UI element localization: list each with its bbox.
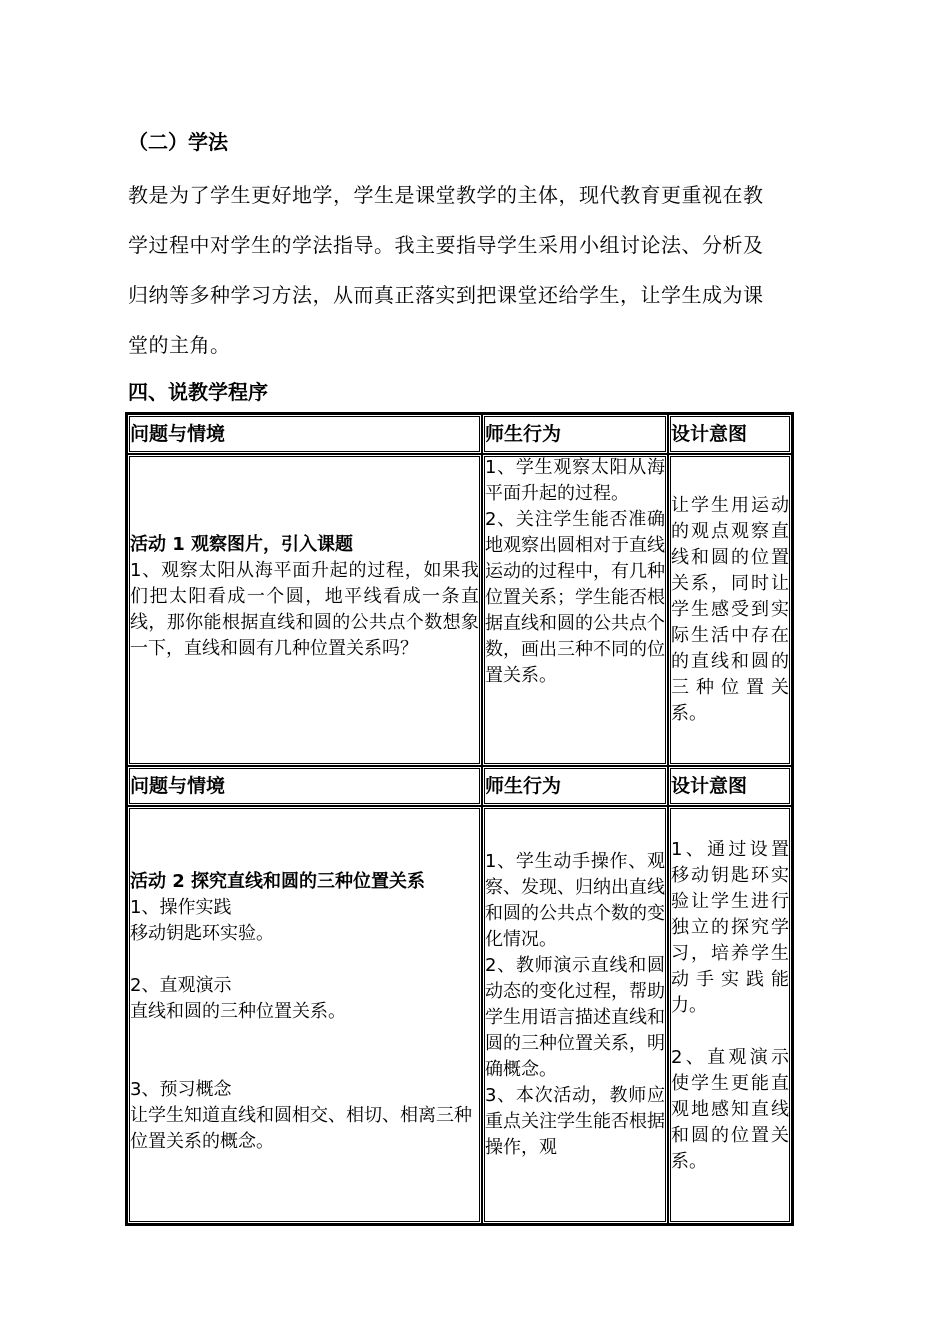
- header-situation: 问题与情境: [127, 414, 482, 454]
- activity-1-behavior-cell: [482, 454, 668, 766]
- activity-2-step-2-text: 直线和圆的三种位置关系。: [130, 1001, 346, 1022]
- activity-2-behavior-1: 1、学生动手操作、观察、发现、归纳出直线和圆的公共点个数的变化情况。: [485, 851, 665, 950]
- activity-2-intent-2: 2、直观演示使学生更能直观地感知直线和圆的位置关系。: [671, 1047, 789, 1172]
- activity-1-behavior-1: 1、学生观察太阳从海平面升起的过程。: [485, 457, 665, 504]
- table-row-activity-2: [127, 806, 792, 1224]
- activity-2-step-3-label: 3、预习概念: [130, 1079, 232, 1100]
- activity-1-title: 活动 1 观察图片，引入课题: [130, 534, 354, 555]
- study-method-paragraph: [128, 170, 828, 370]
- activity-1-intent-cell: [668, 454, 792, 766]
- activity-1-situation: 1、观察太阳从海平面升起的过程，如果我们把太阳看成一个圆，地平线看成一条直线，那你能根据直线和圆的公共点个数想象一下，直线和圆有几种位置关系吗？: [130, 560, 479, 659]
- sub-heading-study-method: （二）学法: [128, 130, 228, 154]
- paragraph-line: 归纳等多种学习方法，从而真正落实到把课堂还给学生，让学生成为课: [128, 283, 764, 307]
- header-intent: 设计意图: [668, 766, 792, 806]
- activity-2-step-1-text: 移动钥匙环实验。: [130, 923, 274, 944]
- activity-1-behavior-2: 2、关注学生能否准确地观察出圆相对于直线运动的过程中，有几种位置关系；学生能否根据直线和圆的公共点个数，画出三种不同的位置关系。: [485, 509, 665, 686]
- section-heading-teaching-procedure: 四、说教学程序: [128, 380, 268, 404]
- activity-2-step-3-text: 让学生知道直线和圆相交、相切、相离三种位置关系的概念。: [130, 1105, 472, 1152]
- paragraph-line: 教是为了学生更好地学，学生是课堂教学的主体，现代教育更重视在教: [128, 183, 764, 207]
- header-intent: 设计意图: [668, 414, 792, 454]
- activity-1-situation-cell: [127, 454, 482, 766]
- header-behavior: 师生行为: [482, 766, 668, 806]
- table-header-row-repeat: [127, 766, 792, 806]
- header-situation: 问题与情境: [127, 766, 482, 806]
- header-behavior: 师生行为: [482, 414, 668, 454]
- table-row-activity-1: [127, 454, 792, 766]
- activity-2-behavior-3: 3、本次活动，教师应重点关注学生能否根据操作，观: [485, 1085, 665, 1158]
- activity-2-intent-1: 1、通过设置移动钥匙环实验让学生进行独立的探究学习，培养学生动手实践能力。: [671, 839, 789, 1016]
- activity-2-title: 活动 2 探究直线和圆的三种位置关系: [130, 871, 426, 892]
- activity-1-intent: 让学生用运动的观点观察直线和圆的位置关系，同时让学生感受到实际生活中存在的直线和圆的三种位置关系。: [671, 495, 789, 724]
- paragraph-line: 堂的主角。: [128, 333, 231, 357]
- activity-2-intent-cell: [668, 806, 792, 1224]
- activity-2-step-1-label: 1、操作实践: [130, 897, 232, 918]
- teaching-procedure-table: [125, 412, 794, 1226]
- activity-2-step-2-label: 2、直观演示: [130, 975, 232, 996]
- activity-2-behavior-2: 2、教师演示直线和圆动态的变化过程，帮助学生用语言描述直线和圆的三种位置关系，明确概念。: [485, 955, 665, 1080]
- table-header-row: [127, 414, 792, 454]
- activity-2-situation-cell: [127, 806, 482, 1224]
- paragraph-line: 学过程中对学生的学法指导。我主要指导学生采用小组讨论法、分析及: [128, 233, 764, 257]
- activity-2-behavior-cell: [482, 806, 668, 1224]
